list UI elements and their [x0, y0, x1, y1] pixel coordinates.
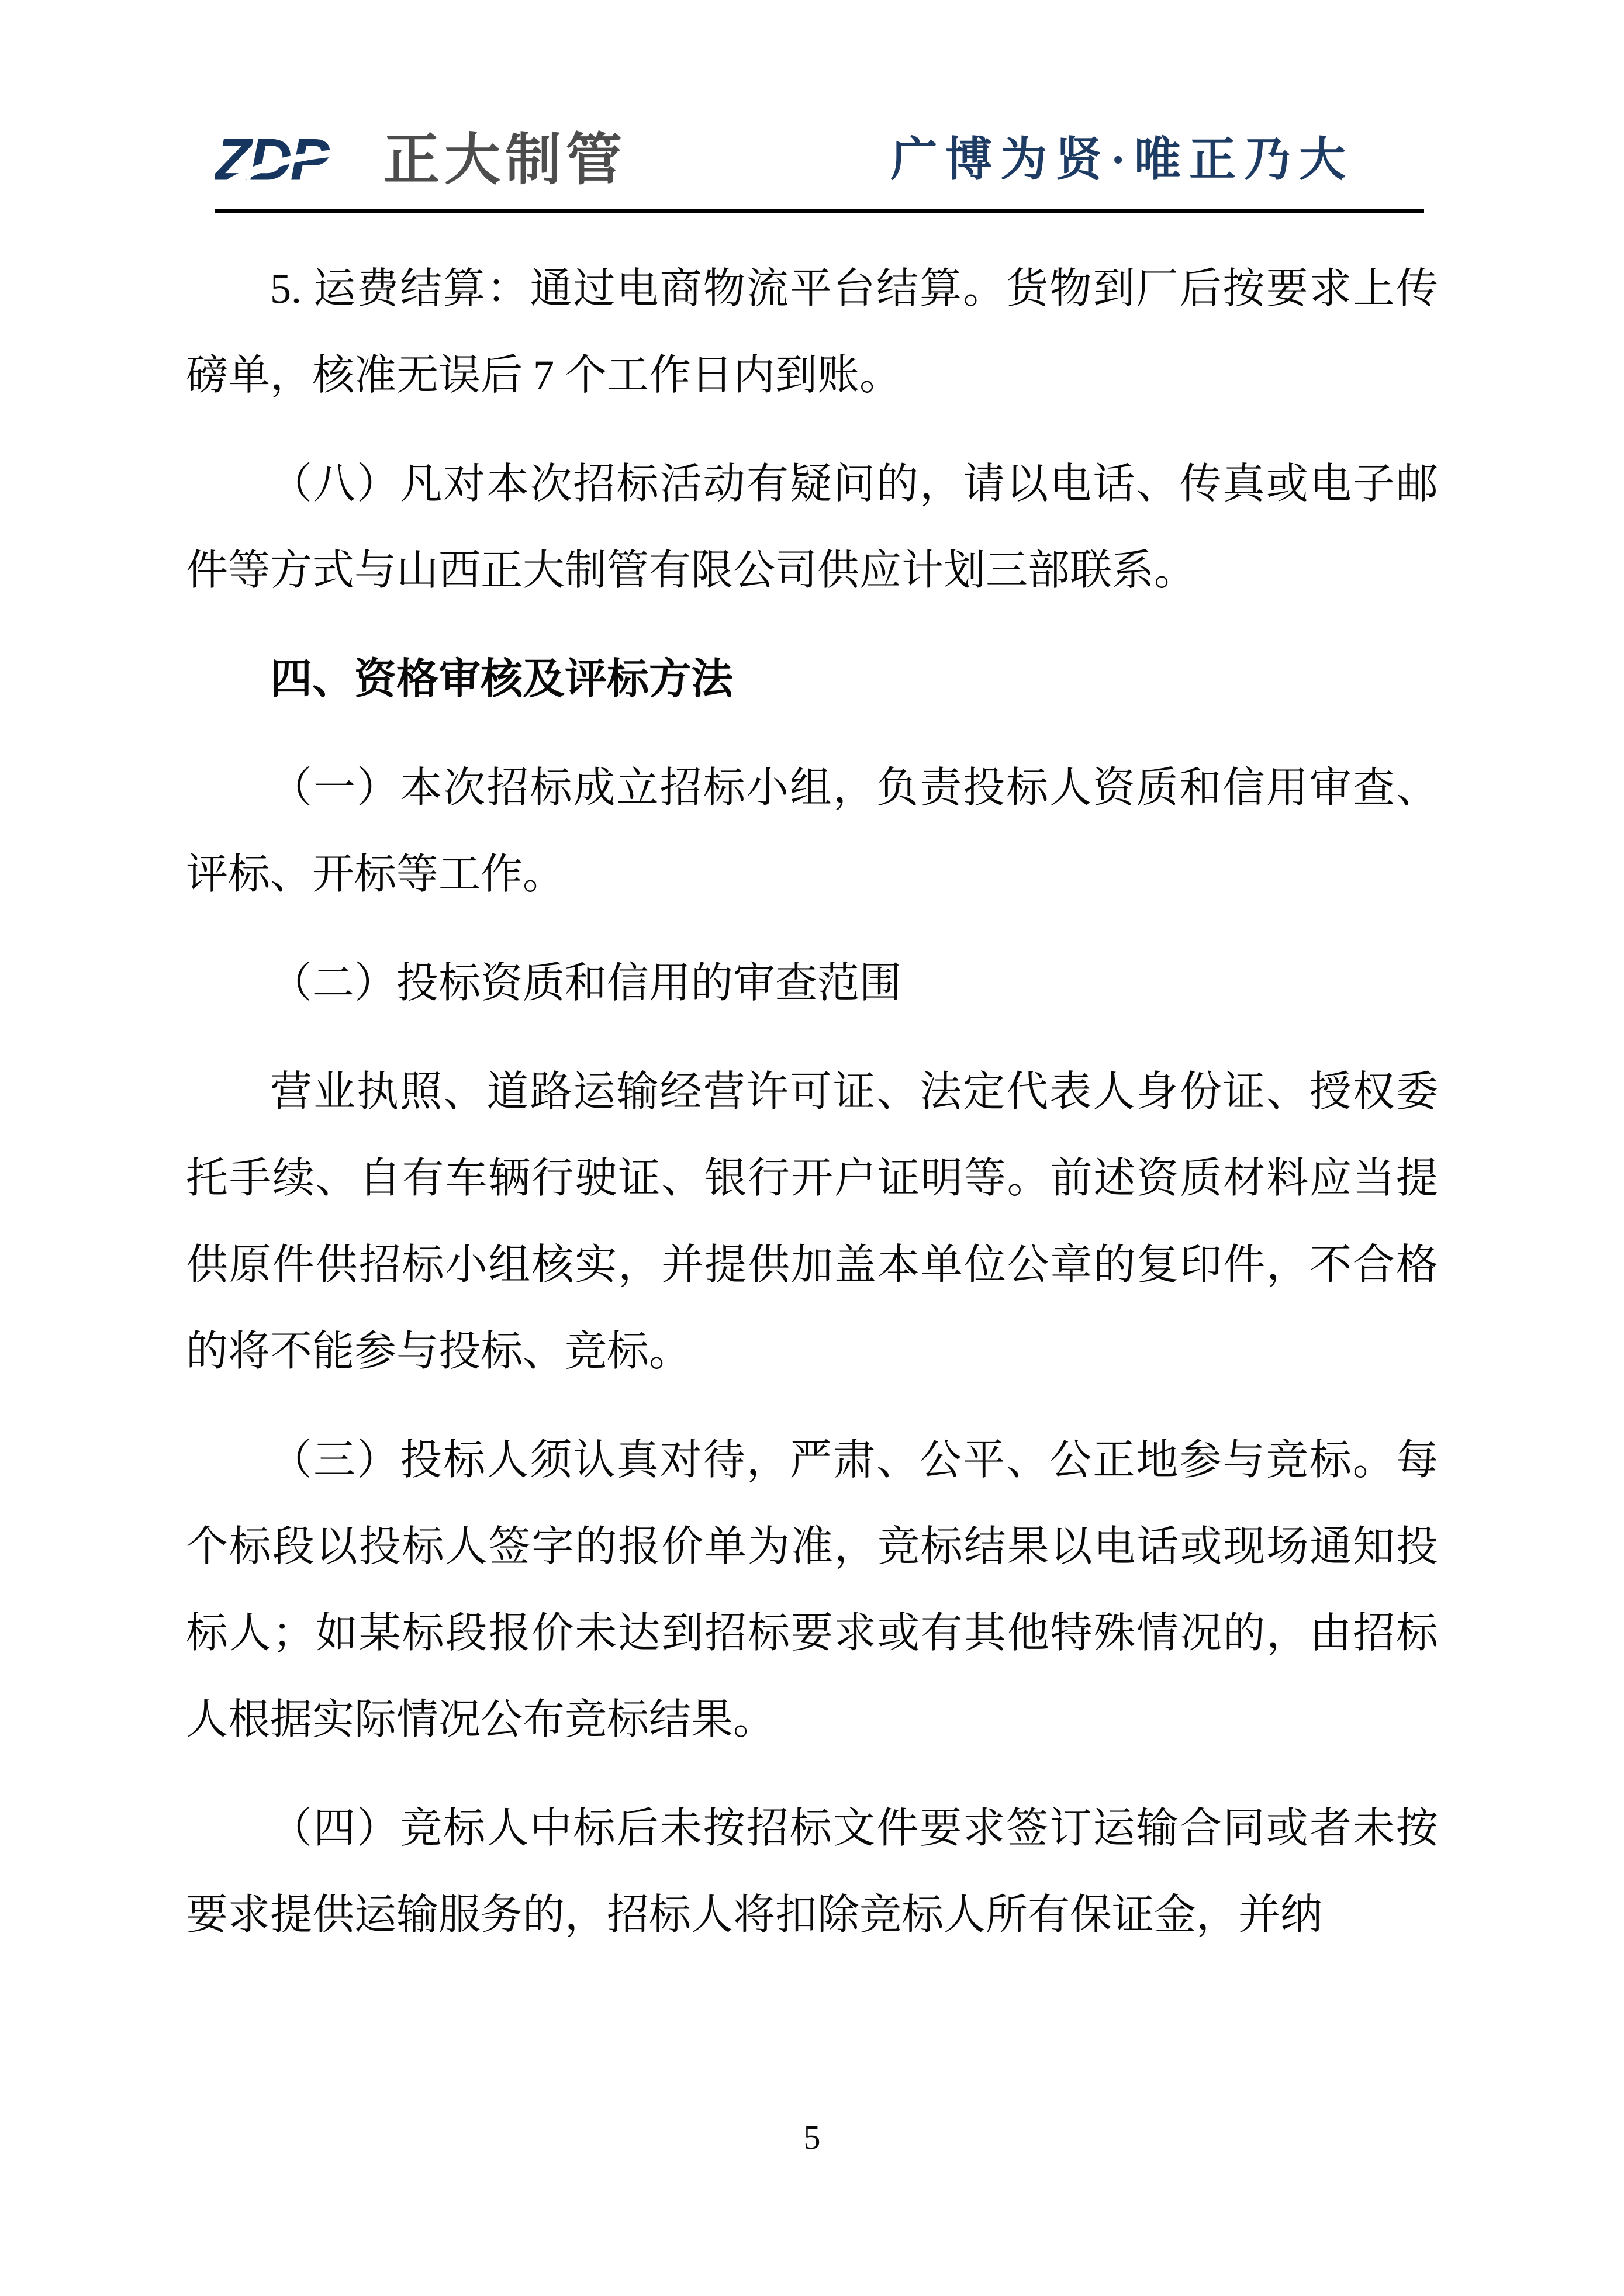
paragraph-freight-settlement: 5. 运费结算：通过电商物流平台结算。货物到厂后按要求上传磅单，核准无误后 7 个工作日内到账。 — [186, 265, 1438, 399]
company-logo — [215, 127, 627, 193]
zdp-logo-text: ZDP — [215, 127, 328, 193]
company-name-text: 正大制管 — [383, 129, 627, 191]
paragraph-required-documents: 营业执照、道路运输经营许可证、法定代表人身份证、授权委托手续、自有车辆行驶证、银行开户证明等。前述资质材料应当提供原件供招标小组核实，并提供加盖本单位公章的复印件，不合格的将不能参与投标、竞标。 — [186, 1069, 1438, 1375]
header-divider — [215, 209, 1424, 213]
page-header — [215, 127, 1424, 193]
document-body — [186, 245, 1438, 1980]
paragraph-bidding-conduct: （三）投标人须认真对待，严肃、公平、公正地参与竞标。每个标段以投标人签字的报价单为准，竞标结果以电话或现场通知投标人；如某标段报价未达到招标要求或有其他特殊情况的，由招标人根据实际情况公布竞标结果。 — [186, 1437, 1438, 1743]
company-tagline: 广博为贤·唯正乃大 — [890, 134, 1354, 186]
paragraph-contact-info: （八）凡对本次招标活动有疑问的，请以电话、传真或电子邮件等方式与山西正大制管有限公司供应计划三部联系。 — [186, 461, 1438, 594]
zdp-logo-icon — [215, 127, 366, 193]
section-heading-qualification-review: 四、资格审核及评标方法 — [270, 656, 734, 703]
paragraph-bid-committee: （一）本次招标成立招标小组，负责投标人资质和信用审查、评标、开标等工作。 — [186, 765, 1438, 898]
page-number: 5 — [803, 2118, 821, 2156]
paragraph-penalty-clause: （四）竞标人中标后未按招标文件要求签订运输合同或者未按要求提供运输服务的，招标人将扣除竞标人所有保证金，并纳 — [186, 1805, 1438, 1938]
paragraph-review-scope: （二）投标资质和信用的审查范围 — [270, 960, 902, 1007]
